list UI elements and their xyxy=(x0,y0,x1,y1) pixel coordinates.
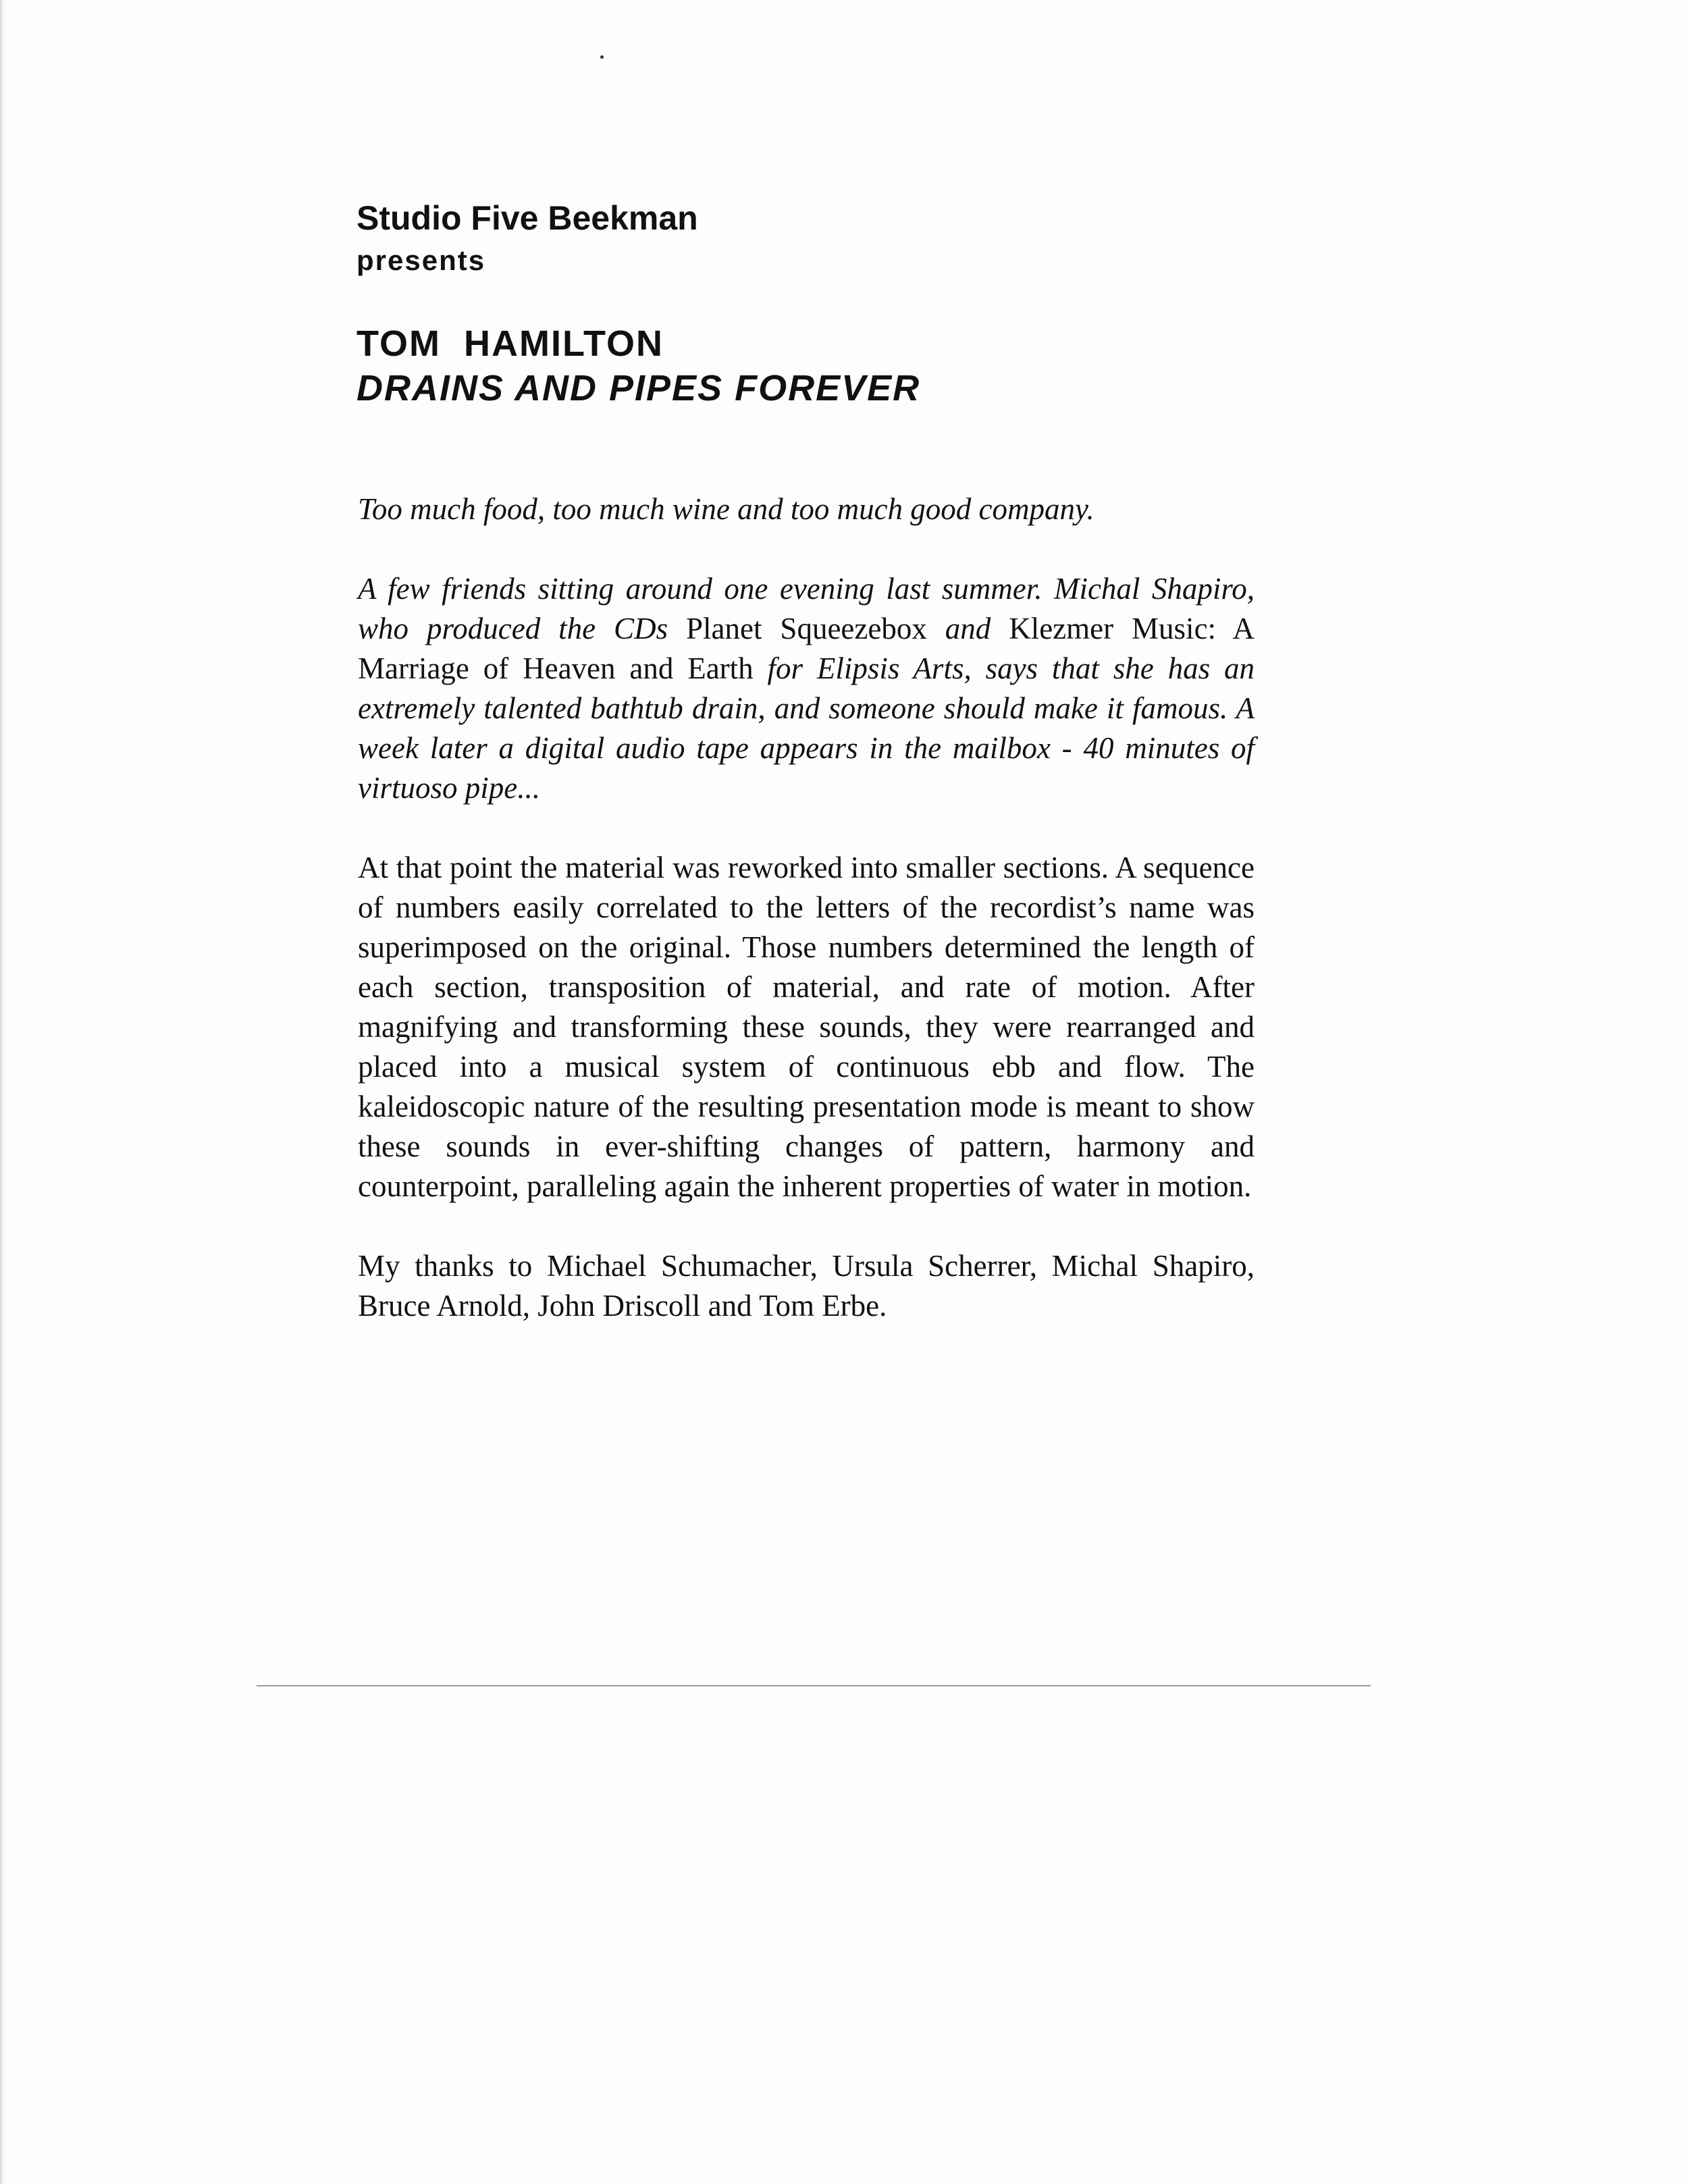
scan-speck xyxy=(600,55,604,59)
scan-edge-shadow xyxy=(0,0,4,2184)
header-block xyxy=(357,196,1302,410)
liner-notes xyxy=(358,489,1255,1366)
story-text-2: and xyxy=(926,612,1009,645)
cd-title-klezmer-music: Klezmer Music: A Marriage of Heaven and Earth xyxy=(358,612,1255,685)
story-text-3: for Elipsis Arts, says that she has an extremely talented bathtub drain, and someone should make it famous. A week later a digital audio tape appears in the mailbox - 40 minutes of virtuoso pipe... xyxy=(358,651,1255,805)
work-title: DRAINS AND PIPES FOREVER xyxy=(357,368,921,408)
tagline-paragraph: Too much food, too much wine and too much good company. xyxy=(358,492,1094,526)
horizontal-rule xyxy=(257,1685,1371,1686)
process-paragraph: At that point the material was reworked into smaller sections. A sequence of numbers easily correlated to the letters of the recordist’s name was superimposed on the original. Those numbers determined the length of each section, transposition of material, and rate of motion. After magnifying and transforming these sounds, they were rearranged and placed into a musical system of continuous ebb and flow. The kaleidoscopic nature of the resulting presentation mode is meant to show these sounds in ever-shifting changes of pattern, harmony and counterpoint, paralleling again the inherent properties of water in motion. xyxy=(358,851,1255,1203)
presents-label: presents xyxy=(357,244,486,276)
thanks-paragraph: My thanks to Michael Schumacher, Ursula Scherrer, Michal Shapiro, Bruce Arnold, John Driscoll and Tom Erbe. xyxy=(358,1249,1255,1323)
presenter-name: Studio Five Beekman xyxy=(357,199,698,237)
cd-title-planet-squeezebox: Planet Squeezebox xyxy=(686,612,927,645)
story-text-1: A few friends sitting around one evening last summer. Michal Shapiro, who produced the CDs xyxy=(358,572,1255,645)
artist-name: TOM HAMILTON xyxy=(357,323,664,364)
story-paragraph xyxy=(358,569,1255,808)
